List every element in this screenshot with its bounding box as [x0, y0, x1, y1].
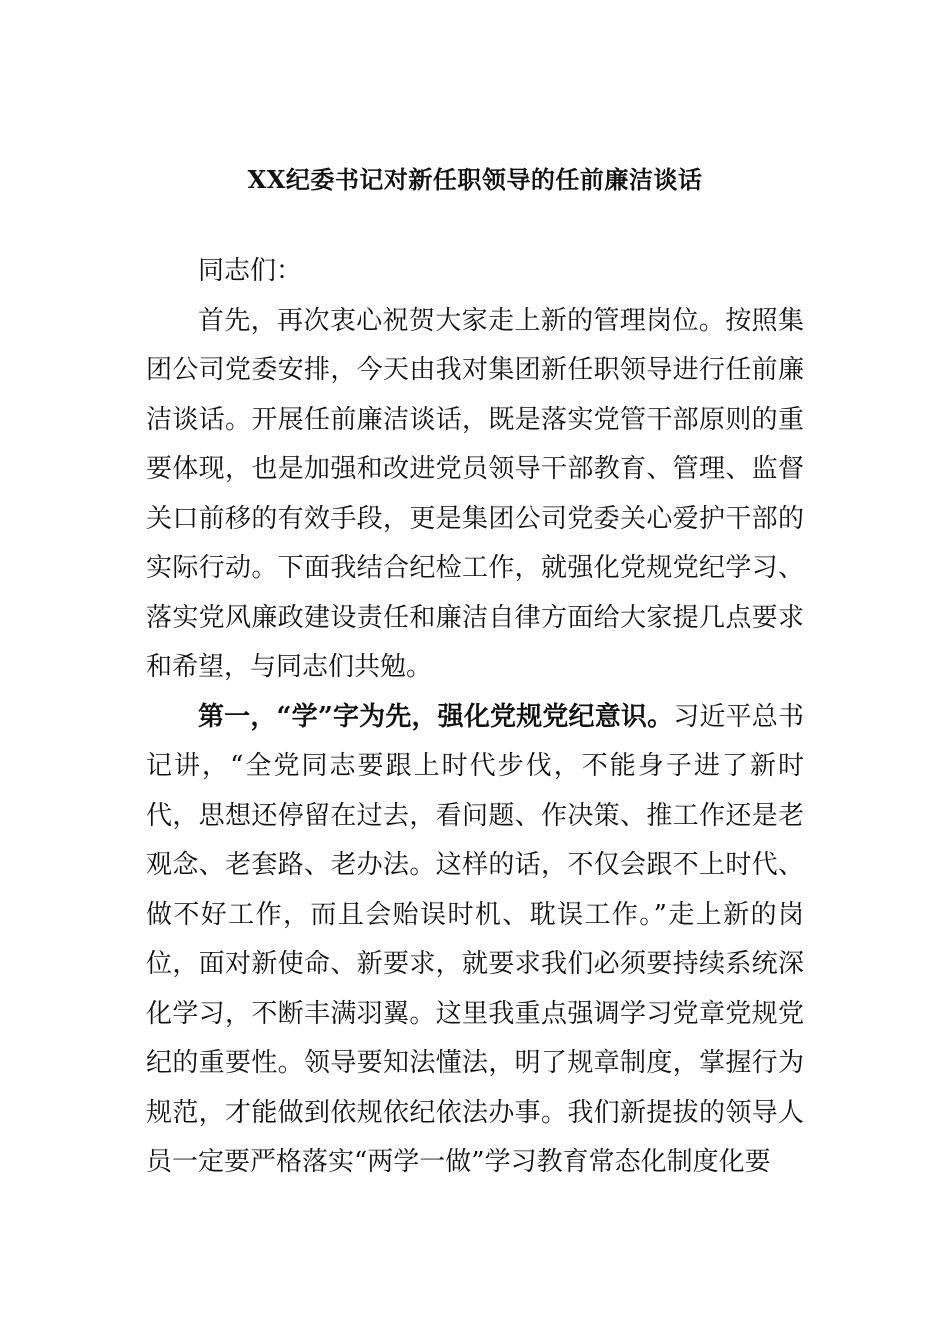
section-1-heading: 第一，“学”字为先，强化党规党纪意识。 — [198, 701, 674, 732]
section-1-paragraph — [146, 693, 804, 1188]
salutation: 同志们： — [198, 256, 303, 286]
document-body — [146, 247, 804, 1188]
document-title: XX纪委书记对新任职领导的任前廉洁谈话 — [247, 165, 703, 194]
section-1-text: 习近平总书记讲，“全党同志要跟上时代步伐，不能身子进了新时代，思想还停留在过去，看问题、作决策、推工作还是老观念、老套路、老办法。这样的话，不仅会跟不上时代、做不好工作，而且会贻误时机、耽误工作。”走上新的岗位，面对新使命、新要求，就要求我们必须要持续系统深化学习，不断丰满羽翼。这里我重点强调学习党章党规党纪的重要性。领导要知法懂法，明了规章制度，掌握行为规范，才能做到依规依纪依法办事。我们新提拔的领导人员一定要严格落实“两学一做”学习教育常态化制度化要 — [146, 701, 804, 1177]
intro-paragraph: 首先，再次衷心祝贺大家走上新的管理岗位。按照集团公司党委安排，今天由我对集团新任职领导进行任前廉洁谈话。开展任前廉洁谈话，既是落实党管干部原则的重要体现，也是加强和改进党员领导干部教育、管理、监督关口前移的有效手段，更是集团公司党委关心爱护干部的实际行动。下面我结合纪检工作，就强化党规党纪学习、落实党风廉政建设责任和廉洁自律方面给大家提几点要求和希望，与同志们共勉。 — [146, 305, 804, 682]
